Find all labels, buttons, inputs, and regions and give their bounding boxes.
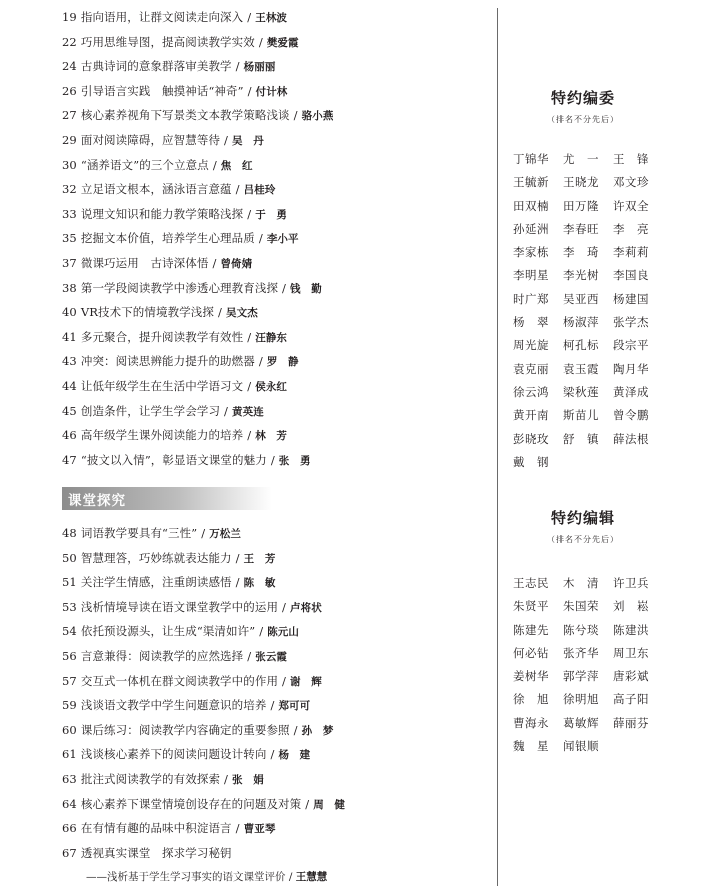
article-author: 谢 辉 xyxy=(290,675,322,688)
person-name: 徐 旭 xyxy=(513,692,549,707)
toc-entry xyxy=(62,56,275,76)
page-number: 60 xyxy=(62,722,77,737)
page-number: 32 xyxy=(62,182,77,197)
person-name: 李 琦 xyxy=(563,245,599,260)
article-author: 曾倚婧 xyxy=(220,258,253,270)
page-number: 41 xyxy=(62,329,77,344)
toc-entry xyxy=(62,843,232,863)
separator: / xyxy=(293,722,298,737)
separator: / xyxy=(258,354,263,369)
person-name: 张齐华 xyxy=(563,645,599,660)
toc-entry xyxy=(62,32,299,52)
page-number: 50 xyxy=(62,550,77,565)
person-name: 尤 一 xyxy=(563,152,599,166)
person-name: 张学杰 xyxy=(613,315,649,330)
person-name: 时广郑 xyxy=(513,291,549,306)
toc-entry xyxy=(62,621,299,641)
article-author: 张 勇 xyxy=(278,454,311,467)
article-author: 杨 建 xyxy=(278,749,311,762)
separator: / xyxy=(282,599,287,614)
article-title: 巧用思维导图，提高阅读教学实效 xyxy=(80,34,255,49)
page-number: 57 xyxy=(62,673,77,688)
toc-entry xyxy=(62,401,264,421)
person-name: 陈兮琰 xyxy=(563,622,599,637)
article-title: 核心素养视角下写景类文本教学策略浅谈 xyxy=(80,108,290,123)
article-title: 浅谈核心素养下的阅读问题设计转向 xyxy=(80,747,267,762)
toc-entry xyxy=(62,548,275,568)
article-title: 多元聚合，提升阅读教学有效性 xyxy=(80,329,244,344)
article-title: 让低年级学生在生活中学语习文 xyxy=(80,379,244,393)
name-row xyxy=(513,404,663,427)
page-number: 54 xyxy=(62,624,77,639)
name-row xyxy=(513,665,663,688)
article-author: 陈元山 xyxy=(267,626,299,639)
article-author: 曹亚琴 xyxy=(243,823,276,836)
separator: / xyxy=(305,796,310,811)
article-title: 第一学段阅读教学中渗透心理教育浅探 xyxy=(80,280,279,295)
person-name: 魏 星 xyxy=(513,739,549,754)
person-name: 袁玉霞 xyxy=(563,361,599,376)
person-name: 闻银顺 xyxy=(563,739,599,754)
person-name: 李光树 xyxy=(563,268,599,283)
article-title: 课后练习：阅读教学内容确定的重要参照 xyxy=(80,722,290,737)
committee-title: 特约编委 xyxy=(550,89,615,107)
person-name: 杨 翠 xyxy=(513,315,549,330)
article-title: “披文以入情”，彰显语文课堂的魅力 xyxy=(80,452,267,467)
person-name: 李莉莉 xyxy=(613,245,649,260)
name-row xyxy=(513,334,663,357)
name-row xyxy=(513,688,663,711)
article-title: 立足语文根本，涵泳语言意蕴 xyxy=(80,182,232,197)
page-number: 59 xyxy=(62,698,77,713)
article-author: 林 芳 xyxy=(255,430,288,443)
column-divider xyxy=(497,8,498,886)
page-number: 30 xyxy=(62,157,77,172)
name-row xyxy=(513,381,663,404)
person-name: 田双楠 xyxy=(513,198,549,213)
name-row xyxy=(513,171,663,194)
page-number: 64 xyxy=(62,796,77,811)
separator: / xyxy=(282,280,287,295)
separator: / xyxy=(293,108,298,123)
separator: / xyxy=(247,428,252,443)
separator: / xyxy=(270,452,275,467)
person-name: 孙延洲 xyxy=(513,221,549,236)
article-title: 核心素养下课堂情境创设存在的问题及对策 xyxy=(80,796,302,811)
article-title: 依托预设源头，让生成“渠清如许” xyxy=(80,624,256,639)
toc-entry xyxy=(62,351,299,371)
person-name: 斯苗儿 xyxy=(563,408,599,423)
name-row xyxy=(513,595,663,618)
name-row xyxy=(513,619,663,642)
name-row xyxy=(513,288,663,311)
person-name: 曾令鹏 xyxy=(613,408,649,423)
person-name: 许双全 xyxy=(613,198,649,213)
person-name: 朱国荣 xyxy=(563,599,599,614)
separator: / xyxy=(235,821,240,836)
article-author: 李小平 xyxy=(266,233,299,246)
article-author: 郑可可 xyxy=(278,700,311,713)
toc-entry xyxy=(62,671,322,691)
toc-entry xyxy=(62,523,241,543)
toc-entry xyxy=(62,327,287,347)
person-name: 曹海永 xyxy=(513,715,549,730)
article-author: 周 健 xyxy=(313,798,346,811)
article-title: 引导语言实践 触摸神话“神奇” xyxy=(80,83,244,98)
article-author: 钱 勤 xyxy=(290,282,322,295)
subtitle-text: ——浅析基于学生学习事实的语文课堂评价 xyxy=(86,871,286,883)
article-author: 焦 红 xyxy=(220,159,253,172)
person-name: 周卫东 xyxy=(613,645,649,660)
page-number: 56 xyxy=(62,649,77,663)
article-title: 说理文知识和能力教学策略浅探 xyxy=(80,206,244,221)
section-header xyxy=(62,487,272,510)
person-name: 许卫兵 xyxy=(613,576,649,590)
article-title: 透视真实课堂 探求学习秘钥 xyxy=(80,845,232,860)
separator: / xyxy=(218,305,222,320)
page-number: 44 xyxy=(62,379,77,393)
person-name: 李 亮 xyxy=(613,221,649,236)
article-title: 智慧理答，巧妙练就表达能力 xyxy=(80,550,232,565)
article-author: 侯永红 xyxy=(255,381,288,393)
person-name: 姜树华 xyxy=(513,669,549,684)
person-name: 朱贤平 xyxy=(513,599,549,614)
article-author: 付计林 xyxy=(255,85,288,98)
separator: / xyxy=(235,182,240,197)
separator: / xyxy=(282,673,287,688)
person-name: 刘 崧 xyxy=(613,599,649,614)
separator: / xyxy=(212,157,217,172)
page-number: 43 xyxy=(62,354,77,369)
separator: / xyxy=(224,133,229,147)
person-name: 葛敏辉 xyxy=(563,715,599,730)
toc-entry xyxy=(62,105,333,125)
person-name: 陈建洪 xyxy=(613,622,649,637)
person-name: 梁秋莲 xyxy=(563,384,599,399)
article-author: 杨丽丽 xyxy=(243,61,276,74)
toc-entry xyxy=(62,695,310,715)
subtitle-author: 王慧慧 xyxy=(295,871,328,883)
person-name: 徐明旭 xyxy=(563,692,599,707)
person-name: 李国良 xyxy=(613,268,649,283)
committee-names xyxy=(513,148,663,474)
person-name: 王毓新 xyxy=(513,175,549,190)
separator: / xyxy=(201,526,206,540)
page-number: 47 xyxy=(62,452,77,467)
page-number: 29 xyxy=(62,133,77,147)
person-name: 何必钻 xyxy=(513,645,549,660)
article-title: 指向语用，让群文阅读走向深入 xyxy=(80,10,244,24)
article-author: 吴文杰 xyxy=(226,307,258,320)
toc-entry xyxy=(62,794,345,814)
toc-entry xyxy=(62,769,264,789)
separator: / xyxy=(247,206,252,221)
name-row xyxy=(513,712,663,735)
article-author: 孙 梦 xyxy=(301,724,334,737)
article-author: 卢将状 xyxy=(290,601,322,614)
page-number: 38 xyxy=(62,280,77,295)
name-row xyxy=(513,264,663,287)
person-name: 薛法根 xyxy=(613,431,649,446)
separator: / xyxy=(259,624,264,639)
article-author: 黄英连 xyxy=(232,405,264,418)
page-number: 26 xyxy=(62,83,77,98)
toc-entry xyxy=(62,597,322,617)
separator: / xyxy=(247,329,252,344)
article-title: 古典诗词的意象群落审美教学 xyxy=(80,59,232,74)
separator: / xyxy=(288,871,293,883)
toc-entry xyxy=(62,572,275,592)
separator: / xyxy=(235,59,240,74)
person-name: 戴 钢 xyxy=(513,454,549,469)
article-title: VR技术下的情境教学浅探 xyxy=(80,305,215,320)
separator: / xyxy=(258,231,263,246)
separator: / xyxy=(247,379,252,393)
person-name: 周光旋 xyxy=(513,338,549,353)
toc-entry xyxy=(62,228,299,248)
article-author: 于 勇 xyxy=(255,208,288,221)
person-name: 丁锦华 xyxy=(513,152,549,166)
editors-note: （排名不分先后） xyxy=(547,535,619,544)
person-name: 王 锋 xyxy=(613,152,649,166)
separator: / xyxy=(224,403,229,418)
toc-entry xyxy=(62,278,322,298)
page-number: 53 xyxy=(62,599,77,614)
separator: / xyxy=(258,34,263,49)
toc-entry xyxy=(62,204,287,224)
toc-entry xyxy=(62,425,287,445)
person-name: 高子阳 xyxy=(613,692,649,707)
article-author: 陈 敏 xyxy=(243,577,276,590)
name-row xyxy=(513,428,663,451)
person-name: 李家栋 xyxy=(513,245,549,260)
page-number: 19 xyxy=(62,10,77,24)
page-number: 46 xyxy=(62,428,77,443)
page-number: 33 xyxy=(62,206,77,221)
person-name: 田万隆 xyxy=(563,198,599,213)
article-title: “涵养语文”的三个立意点 xyxy=(80,157,209,172)
person-name: 彭晓玫 xyxy=(513,431,549,446)
page-number: 61 xyxy=(62,747,77,762)
article-author: 骆小燕 xyxy=(301,110,334,123)
page-number: 63 xyxy=(62,772,77,786)
page-number: 66 xyxy=(62,821,77,836)
article-title: 冲突：阅读思辨能力提升的助燃器 xyxy=(80,354,255,369)
name-row xyxy=(513,735,663,758)
toc-entry xyxy=(62,81,287,101)
article-title: 浅谈语文教学中学生问题意识的培养 xyxy=(80,698,267,713)
person-name: 吴亚西 xyxy=(563,291,599,306)
person-name: 王晓龙 xyxy=(563,175,599,190)
toc-entry xyxy=(62,130,264,150)
page-number: 37 xyxy=(62,256,77,270)
article-title: 挖掘文本价值，培养学生心理品质 xyxy=(80,231,255,246)
page-number: 24 xyxy=(62,59,77,74)
page-number: 45 xyxy=(62,403,77,418)
editor-names xyxy=(513,572,663,758)
toc-entry xyxy=(62,450,311,470)
editors-title: 特约编辑 xyxy=(550,509,615,527)
committee-note: （排名不分先后） xyxy=(547,115,619,124)
name-row xyxy=(513,451,663,474)
person-name: 邓文珍 xyxy=(613,175,649,190)
article-title: 在有情有趣的品味中积淀语言 xyxy=(80,821,232,836)
article-title: 言意兼得：阅读教学的应然选择 xyxy=(80,649,244,663)
article-title: 批注式阅读教学的有效探索 xyxy=(80,772,221,786)
separator: / xyxy=(247,83,252,98)
article-author: 罗 静 xyxy=(266,356,299,369)
toc-subtitle xyxy=(86,869,327,884)
separator: / xyxy=(224,772,229,786)
person-name: 段宗平 xyxy=(613,338,649,353)
name-row xyxy=(513,195,663,218)
article-title: 面对阅读障碍，应智慧等待 xyxy=(80,133,221,147)
separator: / xyxy=(270,698,275,713)
page-number: 35 xyxy=(62,231,77,246)
person-name: 薛丽芬 xyxy=(613,715,649,730)
person-name: 唐彩斌 xyxy=(613,669,649,684)
name-row xyxy=(513,218,663,241)
article-author: 张云霞 xyxy=(255,651,288,663)
article-author: 汪静东 xyxy=(255,331,288,344)
article-title: 交互式一体机在群文阅读教学中的作用 xyxy=(80,673,279,688)
person-name: 柯孔标 xyxy=(563,338,599,353)
article-author: 王林波 xyxy=(255,12,288,24)
person-name: 杨建国 xyxy=(613,291,649,306)
article-author: 万松兰 xyxy=(209,528,241,540)
separator: / xyxy=(235,550,240,565)
person-name: 杨淑萍 xyxy=(563,315,599,330)
toc-entry xyxy=(62,155,253,175)
article-author: 张 娟 xyxy=(232,774,264,786)
person-name: 黄泽成 xyxy=(613,384,649,399)
toc-entry xyxy=(62,646,287,666)
article-author: 樊爱霞 xyxy=(266,36,299,49)
toc-entry xyxy=(62,179,275,199)
toc-entry xyxy=(62,7,287,27)
separator: / xyxy=(235,575,240,590)
page-number: 27 xyxy=(62,108,77,123)
toc-entry xyxy=(62,253,252,273)
section-title: 课堂探究 xyxy=(68,493,126,509)
article-title: 创造条件，让学生学会学习 xyxy=(80,403,221,418)
person-name: 黄开南 xyxy=(513,408,549,423)
person-name: 木 清 xyxy=(563,576,599,590)
article-author: 王 芳 xyxy=(243,552,276,565)
toc-entry xyxy=(62,720,333,740)
toc-entry xyxy=(62,818,275,838)
person-name: 徐云鸿 xyxy=(513,384,549,399)
article-title: 浅析情境导读在语文课堂教学中的运用 xyxy=(80,599,279,614)
name-row xyxy=(513,311,663,334)
article-title: 词语教学要具有“三性” xyxy=(80,526,198,540)
person-name: 李明星 xyxy=(513,268,549,283)
person-name: 李春旺 xyxy=(563,221,599,236)
person-name: 袁克丽 xyxy=(513,361,549,376)
name-row xyxy=(513,572,663,595)
separator: / xyxy=(212,256,217,270)
article-title: 关注学生情感，注重朗读感悟 xyxy=(80,575,232,590)
page-number: 48 xyxy=(62,526,77,540)
separator: / xyxy=(247,10,252,24)
separator: / xyxy=(247,649,252,663)
page-number: 22 xyxy=(62,34,77,49)
name-row xyxy=(513,642,663,665)
name-row xyxy=(513,241,663,264)
separator: / xyxy=(270,747,275,762)
person-name: 郭学萍 xyxy=(563,669,599,684)
person-name: 王志民 xyxy=(513,576,549,590)
article-title: 微课巧运用 古诗深体悟 xyxy=(80,256,209,270)
article-title: 高年级学生课外阅读能力的培养 xyxy=(80,428,244,443)
toc-entry xyxy=(62,744,310,764)
name-row xyxy=(513,148,663,171)
article-author: 吕桂玲 xyxy=(243,184,276,197)
person-name: 陶月华 xyxy=(613,361,649,376)
page-number: 40 xyxy=(62,305,77,320)
page-number: 51 xyxy=(62,575,77,590)
toc-entry xyxy=(62,302,258,322)
toc-entry xyxy=(62,376,287,396)
person-name: 陈建先 xyxy=(513,622,549,637)
person-name: 舒 镇 xyxy=(563,431,599,446)
page-number: 67 xyxy=(62,845,77,860)
article-author: 吴 丹 xyxy=(232,135,264,147)
name-row xyxy=(513,358,663,381)
